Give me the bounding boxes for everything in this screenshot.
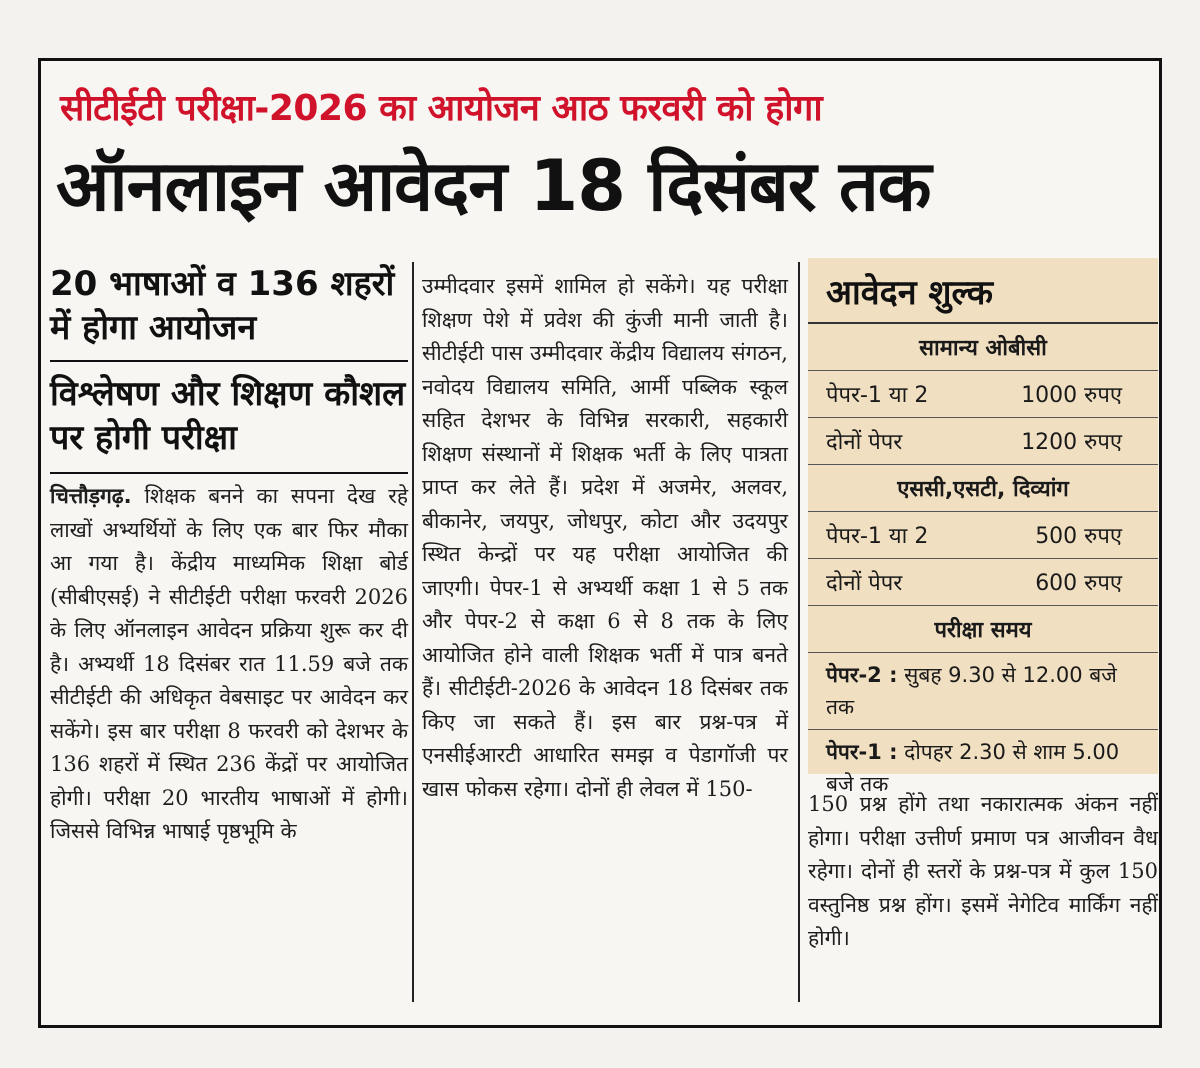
fee-label: पेपर-1 या 2	[826, 524, 929, 549]
fee-box	[808, 258, 1158, 796]
fee-row	[808, 371, 1158, 418]
fee-label: दोनों पेपर	[826, 430, 903, 455]
fee-category-reserved: एससी,एसटी, दिव्यांग	[808, 465, 1158, 512]
fee-row	[808, 559, 1158, 606]
paper1-time-text: दोपहर 2.30 से शाम 5.00 बजे तक	[826, 740, 1120, 796]
fee-amount: 1000 रुपए	[1021, 383, 1122, 408]
fee-amount: 500 रुपए	[1035, 524, 1122, 549]
article-body-col3: 150 प्रश्न होंगे तथा नकारात्मक अंकन नहीं होगा। परीक्षा उत्तीर्ण प्रमाण पत्र आजीवन वैध रहेगा। दोनों ही स्तरों के प्रश्न-पत्र में कुल 150 वस्तुनिष्ठ प्रश्न होंग। इसमें नेगेटिव मार्किंग नहीं होगी।	[808, 792, 1158, 950]
fee-category-general: सामान्य ओबीसी	[808, 324, 1158, 371]
article-body-col2: उम्मीदवार इसमें शामिल हो सकेंगे। यह परीक्षा शिक्षण पेशे में प्रवेश की कुंजी मानी जाती है। सीटीईटी पास उम्मीदवार केंद्रीय विद्यालय संगठन, नवोदय विद्यालय समिति, आर्मी पब्लिक स्कूल सहित देशभर के विभिन्न सरकारी, सहकारी शिक्षण संस्थानों में शिक्षक भर्ती के लिए पात्रता प्राप्त कर लेते हैं। प्रदेश में अजमेर, अलवर, बीकानेर, जयपुर, जोधपुर, कोटा और उदयपुर स्थित केन्द्रों पर यह परीक्षा आयोजित की जाएगी। पेपर-1 से अभ्यर्थी कक्षा 1 से 5 तक और पेपर-2 से कक्षा 6 से 8 तक के लिए आयोजित होने वाली शिक्षक भर्ती में पात्र बनते हैं। सीटीईटी-2026 के आवेदन 18 दिसंबर तक किए जा सकते हैं। इस बार प्रश्न-पत्र में एनसीईआरटी आधारित समझ व पेडागॉजी पर खास फोकस रहेगा। दोनों ही लेवल में 150-	[422, 274, 788, 801]
paper2-time	[808, 653, 1158, 730]
fee-label: दोनों पेपर	[826, 571, 903, 596]
paper1-label: पेपर-1 :	[826, 740, 898, 764]
paper2-label: पेपर-2 :	[826, 663, 898, 687]
subhead-divider	[50, 472, 408, 474]
col1-text: शिक्षक बनने का सपना देख रहे लाखों अभ्यर्थियों के लिए एक बार फिर मौका आ गया है। केंद्रीय माध्यमिक शिक्षा बोर्ड (सीबीएसई) ने सीटीईटी परीक्षा फरवरी 2026 के लिए ऑनलाइन आवेदन प्रक्रिया शुरू कर दी है। अभ्यर्थी 18 दिसंबर रात 11.59 बजे तक सीटीईटी की अधिकृत वेबसाइट पर आवेदन कर सकेंगे। इस बार परीक्षा 8 फरवरी को देशभर के 136 शहरों में स्थित 236 केंद्रों पर आयोजित होगी। परीक्षा 20 भारतीय भाषाओं में होगी। जिससे विभिन्न भाषाई पृष्ठभूमि के	[50, 484, 408, 843]
paper2-time-text: सुबह 9.30 से 12.00 बजे तक	[826, 663, 1117, 719]
dateline: चित्तौड़गढ़.	[50, 484, 132, 508]
subheadline-exam-focus: विश्लेषण और शिक्षण कौशल पर होगी परीक्षा	[50, 360, 408, 460]
fee-amount: 600 रुपए	[1035, 571, 1122, 596]
fee-box-title: आवेदन शुल्क	[808, 264, 1158, 324]
column-rule-2	[798, 262, 800, 1002]
main-headline: ऑनलाइन आवेदन 18 दिसंबर तक	[56, 145, 931, 227]
exam-time-heading: परीक्षा समय	[808, 606, 1158, 653]
kicker-headline: सीटीईटी परीक्षा-2026 का आयोजन आठ फरवरी को होगा	[60, 88, 823, 129]
article-body-col1	[50, 480, 408, 849]
column-3	[808, 258, 1158, 956]
column-1	[50, 262, 408, 849]
fee-amount: 1200 रुपए	[1021, 430, 1122, 455]
fee-row	[808, 512, 1158, 559]
column-rule-1	[412, 262, 414, 1002]
column-2	[422, 270, 788, 806]
subheadline-cities: 20 भाषाओं व 136 शहरों में होगा आयोजन	[50, 264, 395, 348]
fee-row	[808, 418, 1158, 465]
fee-label: पेपर-1 या 2	[826, 383, 929, 408]
